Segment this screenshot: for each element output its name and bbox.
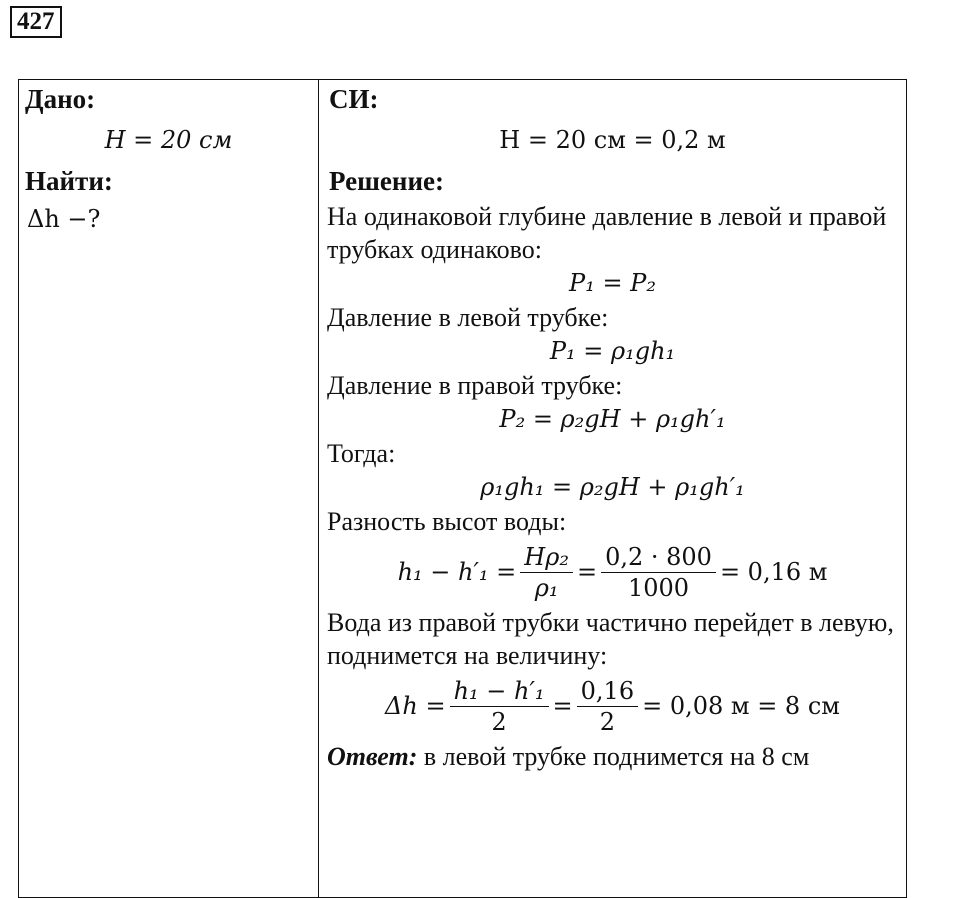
eq6-fraction-2 [577, 676, 638, 737]
eq6-lhs: Δh = [385, 692, 446, 720]
eq6-equals: = [552, 692, 573, 720]
eq5-fraction-2-numerator: 0,2 · 800 [601, 542, 716, 573]
equation-6 [319, 672, 906, 740]
solution-text-2: Давление в левой трубке: [327, 303, 609, 332]
solution-text-5: Разность высот воды: [327, 507, 567, 536]
problem-number: 427 [10, 6, 62, 38]
eq5-fraction-1-denominator: ρ₁ [534, 573, 559, 602]
si-solution-column [319, 80, 907, 898]
equation-1: P₁ = P₂ [569, 269, 656, 297]
eq5-fraction-1 [520, 542, 573, 603]
answer-text: в левой трубке поднимется на 8 см [423, 742, 810, 771]
given-label: Дано: [25, 84, 96, 114]
eq6-fraction-2-denominator: 2 [599, 707, 616, 736]
given-column [19, 80, 319, 898]
given-value: H = 20 см [104, 126, 233, 154]
si-value: H = 20 см = 0,2 м [499, 126, 726, 154]
equation-3: P₂ = ρ₂gH + ρ₁gh′₁ [499, 405, 726, 433]
eq6-fraction-1-numerator: h₁ − h′₁ [450, 676, 549, 707]
solution-text-3: Давление в правой трубке: [327, 371, 623, 400]
eq5-result: = 0,16 м [719, 558, 828, 586]
equation-4: ρ₁gh₁ = ρ₂gH + ρ₁gh′₁ [480, 473, 745, 501]
eq5-fraction-1-numerator: Hρ₂ [520, 542, 573, 573]
find-value: Δh −? [27, 205, 101, 233]
solution-text-6: Вода из правой трубки частично перейдет в левую, поднимется на величину: [327, 608, 894, 670]
solution-table [18, 79, 907, 898]
solution-text-1: На одинаковой глубине давление в левой и правой трубках одинаково: [327, 202, 887, 264]
equation-2: P₁ = ρ₁gh₁ [549, 337, 676, 365]
find-label: Найти: [25, 166, 113, 196]
si-label: СИ: [329, 84, 379, 114]
eq6-result: = 0,08 м = 8 см [642, 692, 840, 720]
eq5-fraction-2-denominator: 1000 [627, 573, 690, 602]
answer-label: Ответ: [327, 742, 418, 771]
solution-text-4: Тогда: [327, 439, 396, 468]
solution-label: Решение: [329, 166, 444, 196]
eq5-lhs: h₁ − h′₁ = [397, 558, 517, 586]
equation-5 [319, 538, 906, 606]
answer-line [319, 740, 906, 773]
eq5-equals: = [576, 558, 598, 586]
eq5-fraction-2 [601, 542, 716, 603]
eq6-fraction-1 [450, 676, 549, 737]
eq6-fraction-2-numerator: 0,16 [577, 676, 638, 707]
eq6-fraction-1-denominator: 2 [491, 707, 507, 736]
